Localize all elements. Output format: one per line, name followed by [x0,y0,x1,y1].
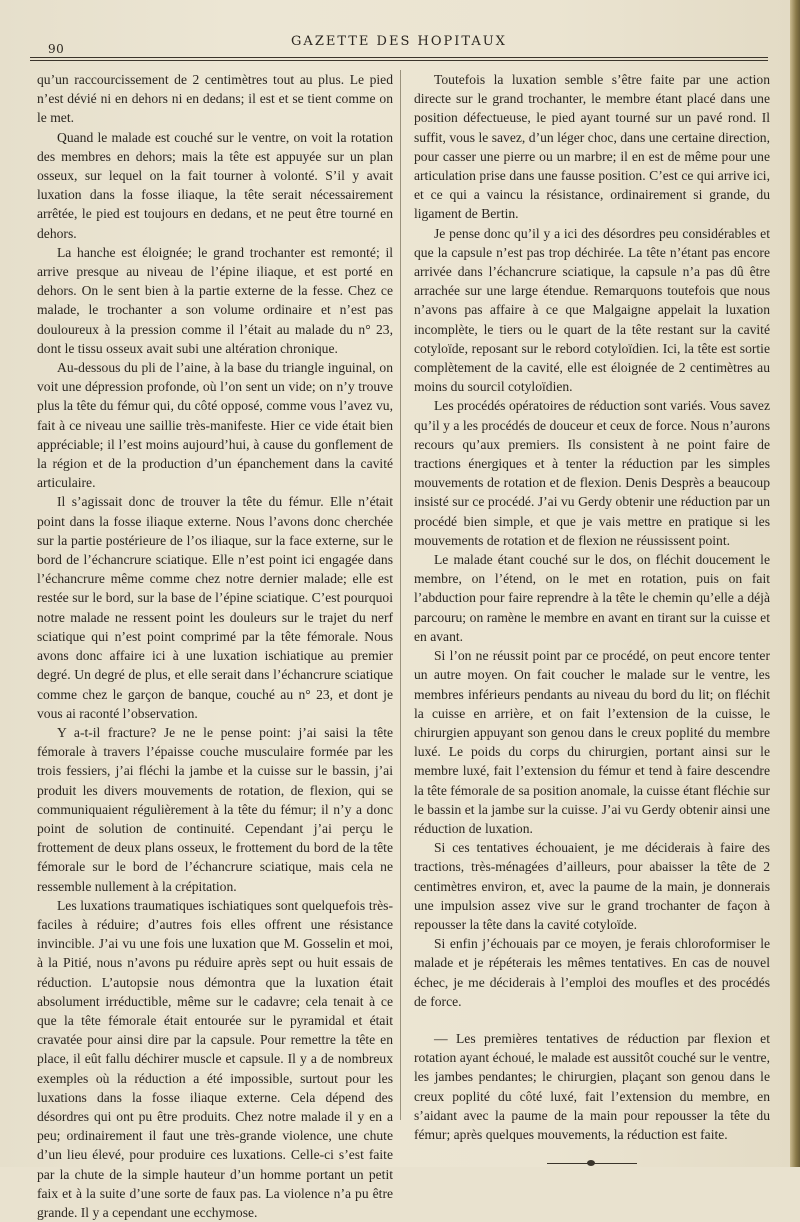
paragraph: Quand le malade est couché sur le ventre, on voit la rotation des membres en dehors; mais la tête est appuyée sur un plan osseux, sur lequel on la fait tourner à volonté. S’il y avait luxation dans la fosse iliaque, la tête serait nécessairement arrêtée, le pied est toujours en dedans, et ne peut être tourné en dehors. [37,129,393,241]
paragraph: Les procédés opératoires de réduction sont variés. Vous savez qu’il y a les procédés de douceur et ceux de force. Nous n’aurons recours qu’aux premiers. Ils consistent à ne point faire de tractions énergiques et à tenter la réduction par les simples mouvements de rotation et de flexion. Denis Desprès a beaucoup insisté sur ce procédé. J’ai vu Gerdy obtenir une réduction par un procédé bien simple, et que je vais mettre en pratique si les mouvements de rotation et de flexion ne réussissent point. [414,398,770,548]
header-rule [30,57,768,58]
paragraph: Si enfin j’échouais par ce moyen, je ferais chloroformiser le malade et je répéterais les mêmes tentatives. En cas de nouvel échec, je me déciderais à l’emploi des moufles et des procédés de force. [414,936,770,1009]
header-rule-double [30,60,768,61]
page-header [30,30,768,60]
paragraph: La hanche est éloignée; le grand trochanter est remonté; il arrive presque au niveau de l’épine iliaque, et est porté en dehors. On le sent bien à la partie externe de la fesse. Chez ce malade, le trochanter a son volume ordinaire et n’est pas douloureux à la pression comme il l’était au malade du n° 23, dont le tissu osseux avait subi une altération chronique. [37,244,393,356]
right-column [414,70,770,1166]
paragraph: Si l’on ne réussit point par ce procédé, on peut encore tenter un autre moyen. On fait coucher le malade sur le ventre, les membres inférieurs pendants au niveau du bord du lit; on fléchit la cuisse en arrière, et on fait l’extension de la cuisse, le chirurgien appuyant son genou dans le creux poplité du membre luxé. Le poids du corps du chirurgien, portant ainsi sur le membre luxé, fait l’extension du fémur et tend à faire descendre la tête fémorale de sa position anomale, la cuisse étant fléchie sur le bassin et la jambe sur la cuisse. J’ai vu Gerdy obtenir ainsi une réduction de luxation. [414,648,770,836]
paragraph: Il s’agissait donc de trouver la tête du fémur. Elle n’était point dans la fosse iliaque externe. Nous l’avons donc cherchée sur la partie postérieure de l’os iliaque, sur la face externe, sur le bord de l’échancrure sciatique. Elle n’est point ici engagée dans l’échancrure même comme chez notre dernier malade; elle est restée sur le bord, sur la base de l’épine sciatique. C’est pourquoi notre malade ne ressent point les douleurs sur le trajet du nerf sciatique qui n’est point comprimé par la tête fémorale. Nous avons donc affaire ici à une luxation ischiatique au premier degré. Un degré de plus, et elle serait dans l’échancrure sciatique comme chez le garçon de banque, couché au n° 23, et dont je vous ai raconté l’observation. [37,494,393,721]
left-column [37,70,393,1222]
paragraph: Je pense donc qu’il y a ici des désordres peu considérables et que la capsule n’est pas trop déchirée. La tête n’étant pas encore arrivée dans l’échancrure sciatique, la capsule n’a pas dû être arrachée sur une large étendue. Remarquons toutefois que nous n’avons pas affaire à ce que Malgaigne appelait la luxation incomplète, le tiers ou le quart de la tête restant sur la cavité cotyloïde, reposant sur le rebord cotyloïdien. Ici, la tête est sortie complètement de la cavité, elle est éloignée de 2 centimètres au moins du sourcil cotyloïdien. [414,225,770,395]
paragraph: Si ces tentatives échouaient, je me déciderais à faire des tractions, très-ménagées d’ailleurs, pour abaisser la tête de 2 centimètres environ, et, avec la paume de la main, je donnerais une impulsion assez vive sur le grand trochanter de façon à repousser la tête dans la cavité cotyloïde. [414,840,770,932]
page-edge [790,0,800,1167]
paragraph: Le malade étant couché sur le dos, on fléchit doucement le membre, on l’étend, on le met en rotation, puis on fait l’abduction pour faire reprendre à la tête le chemin qu’elle a déjà parcouru; on ramène le membre en avant en tirant sur la cuisse et en avant. [414,552,770,644]
paragraph: Les luxations traumatiques ischiatiques sont quelquefois très-faciles à réduire; d’autres fois elles offrent une résistance invincible. J’ai vu une fois une luxation que M. Gosselin et moi, à la Pitié, nous n’avons pu réduire après sept ou huit essais de réduction. L’autopsie nous démontra que la luxation était absolument irréductible, même sur le cadavre; cela tenait à ce que la tête fémorale était entourée sur le pyramidal et était cravatée pour ainsi dire par la capsule. Pour remettre la tête en place, il eût fallu déchirer muscle et capsule. Il y a de nombreux exemples où la réduction a été impossible, surtout pour les luxations dans la fosse iliaque externe. Cela dépend des désordres qui ont pu être produits. Chez notre malade il y en a peu; ordinairement il faut une très-grande violence, une chute d’un lieu élevé, pour produire ces luxations. Celle-ci s’est faite par la chute de la simple hauteur d’un homme portant un petit faix et à la suite d’une sorte de faux pas. La violence n’a pu être grande. Il y a cependant une ecchymose. [37,897,393,1220]
end-ornament-rule [547,1160,637,1166]
paragraph: Au-dessous du pli de l’aine, à la base du triangle inguinal, on voit une dépression profonde, où l’on sent un vide; on n’y trouve plus la tête du fémur qui, du côté opposé, comme vous l’avez vu, fait à ce niveau une saillie très-manifeste. Hier ce vide était bien appréciable; il l’est moins aujourd’hui, à cause du gonflement de la région et de la production d’un épanchement dans la cavité articulaire. [37,360,393,491]
paragraph: — Les premières tentatives de réduction par flexion et rotation ayant échoué, le malade est aussitôt couché sur le ventre, les jambes pendantes; le chirurgien, plaçant son genou dans le creux poplité du côté luxé, fait l’extension du membre, en s’aidant avec la paume de la main pour repousser la tête du fémur; après quelques mouvements, la réduction est faite. [414,1030,770,1142]
page-number: 90 [48,42,65,56]
paragraph: Toutefois la luxation semble s’être faite par une action directe sur le grand trochanter, le membre étant placé dans une position défectueuse, le pied ayant tourné sur un pavé rond. Il suffit, vous le savez, d’un léger choc, dans une certaine direction, pour casser une pierre ou un marbre; il en est de même pour une articulation prise dans une fausse position. C’est ce qui arrive ici, et ce qui a vaincu la résistance, ordinairement si grande, du ligament de Bertin. [414,72,770,222]
column-divider [400,70,401,1120]
paragraph: qu’un raccourcissement de 2 centimètres tout au plus. Le pied n’est dévié ni en dehors ni en dedans; il est et se tient comme on le met. [37,72,393,126]
journal-title: GAZETTE DES HOPITAUX [291,34,507,49]
paragraph: Y a-t-il fracture? Je ne le pense point: j’ai saisi la tête fémorale à travers l’épaisse couche musculaire formée par les trois fessiers, j’ai fléchi la jambe et la cuisse sur le bassin, j’ai produit les divers mouvements de rotation, de flexion, qui se communiquaient régulièrement à la tête du fémur; il n’y a donc point de solution de continuité. Cependant j’ai perçu le frottement de deux plans osseux, le frottement du bord de la tête fémorale sur le bord de l’échancrure sciatique, mais cela ne ressemble nullement à la crépitation. [37,724,393,894]
paragraph-gap [414,1011,770,1029]
